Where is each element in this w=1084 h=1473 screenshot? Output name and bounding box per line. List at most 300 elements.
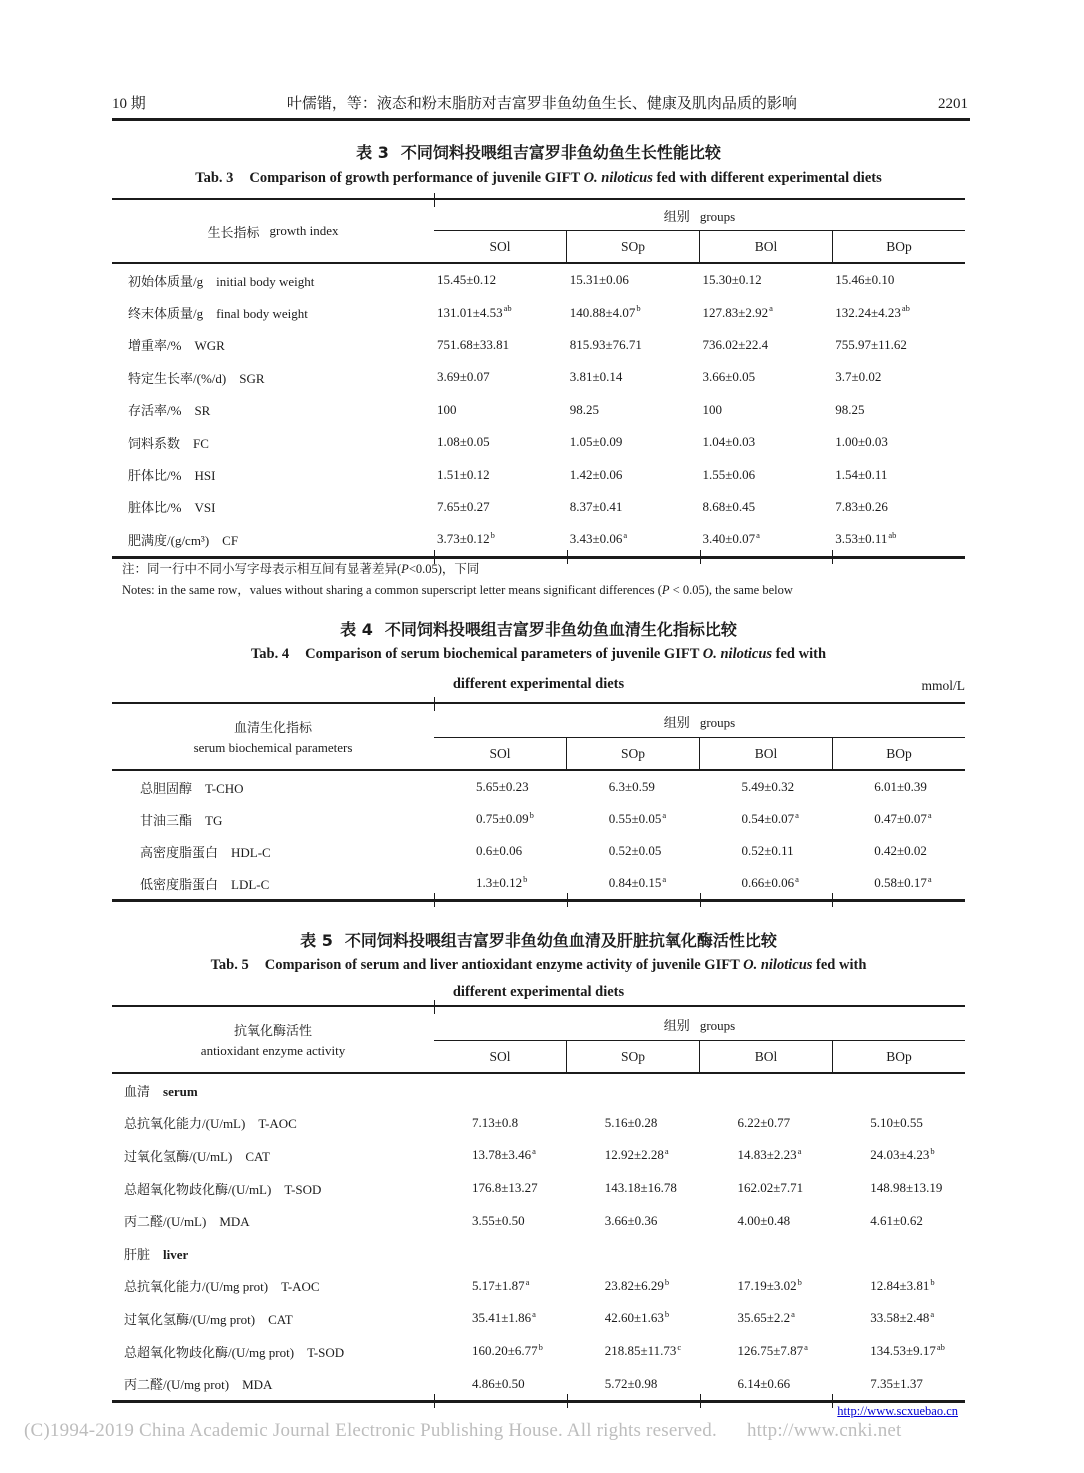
- significance-superscript: b: [930, 1276, 935, 1287]
- value-cell: [699, 337, 832, 353]
- row-label-cn: 丙二醛/(U/mg prot): [124, 1377, 230, 1393]
- value-cell: [434, 1180, 567, 1196]
- value-cell: [699, 272, 832, 288]
- row-label: [112, 271, 434, 290]
- value-text: 1.3±0.12: [476, 875, 523, 890]
- row-label-cn: 高密度脂蛋白: [140, 844, 219, 860]
- value-cell: [567, 305, 700, 321]
- value-text: 140.88±4.07: [569, 304, 636, 320]
- significance-superscript: a: [532, 1146, 536, 1157]
- growth-performance-table: [112, 198, 965, 559]
- value-text: 24.03±4.23: [870, 1147, 930, 1163]
- value-cell: [434, 1278, 567, 1294]
- value-text: 98.25: [835, 401, 865, 417]
- value-text: 162.02±7.71: [737, 1180, 804, 1196]
- row-label: [112, 1146, 434, 1165]
- value-text: 1.08±0.05: [437, 434, 490, 450]
- row-label-en: T-AOC: [281, 1279, 320, 1295]
- value-text: 15.30±0.12: [702, 272, 762, 288]
- row-label-en: VSI: [194, 500, 216, 516]
- value-text: 132.24±4.23: [835, 304, 901, 320]
- value-text: 0.55±0.05: [608, 811, 662, 826]
- group-columns: [434, 738, 965, 769]
- value-cell: [832, 1180, 965, 1196]
- value-cell: [832, 369, 965, 385]
- value-cell: [434, 499, 567, 515]
- table-row: [112, 1172, 965, 1205]
- issue-label: 10 期: [112, 96, 146, 112]
- value-cell: [434, 1310, 567, 1326]
- column-header-sol: SOl: [489, 239, 511, 254]
- value-text: 148.98±13.19: [870, 1180, 943, 1196]
- row-label-en: T-CHO: [205, 780, 244, 796]
- value-text: 42.60±1.63: [604, 1310, 664, 1326]
- groups-header: [434, 200, 965, 262]
- value-cell: [567, 434, 700, 450]
- value-cell: [699, 1147, 832, 1163]
- row-label-en: SGR: [239, 370, 265, 386]
- value-cell: [832, 467, 965, 483]
- value-text: 3.81±0.14: [569, 369, 623, 385]
- value-cell: [699, 369, 832, 385]
- row-label-en: CAT: [245, 1148, 270, 1164]
- value-cell: [699, 1213, 832, 1229]
- value-text: 35.65±2.2: [737, 1310, 791, 1326]
- row-header-label: [112, 704, 434, 769]
- row-label-en: liver: [163, 1246, 189, 1262]
- value-cell: [567, 1310, 700, 1326]
- significance-superscript: ab: [901, 303, 910, 314]
- value-cell: [699, 467, 832, 483]
- column-header-sol: SOl: [489, 1049, 511, 1064]
- value-cell: [832, 434, 965, 450]
- table5-number-en: Tab. 5: [210, 957, 249, 973]
- value-text: 0.42±0.02: [874, 843, 927, 858]
- significance-superscript: a: [797, 1146, 802, 1157]
- row-label-cn: 甘油三酯: [140, 812, 193, 828]
- value-text: 0.66±0.06: [741, 875, 795, 890]
- row-label-en: WGR: [194, 338, 225, 354]
- value-cell: [832, 337, 965, 353]
- value-cell: [832, 1278, 965, 1294]
- header-rule: [112, 118, 970, 121]
- significance-superscript: a: [795, 809, 799, 820]
- value-text: 131.01±4.53: [437, 304, 503, 320]
- journal-url-link[interactable]: http://www.scxuebao.cn: [837, 1404, 958, 1418]
- row-label-cn: 存活率/%: [128, 403, 182, 419]
- value-cell: [832, 875, 965, 891]
- value-text: 1.00±0.03: [835, 434, 888, 450]
- value-cell: [699, 1376, 832, 1392]
- table-row: [112, 394, 965, 426]
- value-text: 4.00±0.48: [737, 1212, 791, 1228]
- value-text: 1.42±0.06: [569, 466, 623, 482]
- significance-superscript: a: [927, 873, 932, 884]
- value-text: 100: [437, 401, 457, 417]
- row-label-cn: 初始体质量/g: [128, 273, 204, 289]
- row-label-cn: 总胆固醇: [140, 780, 193, 796]
- value-cell: [832, 1343, 965, 1359]
- significance-superscript: ab: [936, 1341, 945, 1352]
- group-columns: [434, 231, 965, 262]
- significance-superscript: a: [525, 1276, 530, 1287]
- value-text: 751.68±33.81: [437, 336, 510, 352]
- row-label-cn: 过氧化氢酶/(U/mg prot): [124, 1311, 256, 1327]
- table-header: [112, 1007, 965, 1074]
- significance-superscript: a: [662, 873, 667, 884]
- value-cell: [567, 1278, 700, 1294]
- column-header-bol: BOl: [699, 738, 832, 769]
- value-cell: [434, 1376, 567, 1392]
- table4-caption-en: Comparison of serum biochemical parameters of juvenile GIFT: [305, 646, 700, 662]
- row-label: [112, 1081, 965, 1100]
- value-cell: [567, 1115, 700, 1131]
- value-text: 3.55±0.50: [472, 1212, 525, 1228]
- value-text: 1.51±0.12: [437, 466, 490, 482]
- row-label: [112, 1342, 434, 1361]
- header-label-cn: 血清生化指标: [233, 720, 312, 735]
- running-title: 叶儒锴，等：液态和粉末脂肪对吉富罗非鱼幼鱼生长、健康及肌肉品质的影响: [286, 96, 797, 112]
- note-line-cn: [122, 559, 793, 580]
- groups-header: [434, 704, 965, 769]
- value-cell: [832, 531, 965, 547]
- groups-title: [434, 704, 965, 738]
- row-label-en: serum: [163, 1083, 198, 1099]
- value-cell: [434, 434, 567, 450]
- row-label-cn: 增重率/%: [128, 338, 182, 354]
- note-en-text: Notes: in the same row，values without sharing a common superscript letter means significant differences (: [122, 583, 662, 597]
- table-row: [112, 361, 965, 393]
- value-text: 0.6±0.06: [476, 843, 523, 858]
- value-cell: [699, 434, 832, 450]
- value-text: 4.61±0.62: [870, 1212, 923, 1228]
- value-text: 5.49±0.32: [741, 779, 795, 794]
- value-text: 6.3±0.59: [608, 779, 655, 794]
- header-label-cn: 生长指标: [207, 224, 260, 240]
- row-label-cn: 过氧化氢酶/(U/mL): [124, 1148, 233, 1164]
- value-cell: [832, 1147, 965, 1163]
- header-label-en: serum biochemical parameters: [193, 740, 353, 755]
- value-cell: [434, 843, 567, 859]
- table4-title-en-line2: different experimental diets: [452, 676, 625, 692]
- row-label: [112, 1374, 434, 1393]
- value-text: 5.72±0.98: [604, 1375, 658, 1391]
- groups-header: [434, 1007, 965, 1072]
- value-cell: [567, 1213, 700, 1229]
- value-text: 7.35±1.37: [870, 1375, 923, 1391]
- value-text: 6.01±0.39: [874, 779, 927, 794]
- table4-number-en: Tab. 4: [250, 646, 290, 662]
- page-number: 2201: [938, 96, 968, 112]
- value-cell: [832, 499, 965, 515]
- significance-superscript: b: [538, 1341, 543, 1352]
- table5-number-cn: 表 5: [300, 931, 333, 950]
- value-text: 1.54±0.11: [835, 466, 888, 482]
- significance-superscript: b: [664, 1276, 670, 1287]
- value-cell: [567, 467, 700, 483]
- row-label: [112, 303, 434, 322]
- row-label-en: MDA: [219, 1214, 250, 1230]
- value-text: 12.84±3.81: [870, 1277, 930, 1293]
- table5-title-cn: [112, 928, 965, 951]
- value-cell: [832, 1115, 965, 1131]
- table3-title-cn: [112, 140, 965, 163]
- value-text: 143.18±16.78: [604, 1180, 677, 1196]
- row-label-en: HDL-C: [231, 844, 271, 860]
- row-label: [112, 1113, 434, 1132]
- row-label-cn: 肝脏: [124, 1246, 151, 1262]
- significance-superscript: b: [664, 1309, 670, 1320]
- value-cell: [567, 1376, 700, 1392]
- value-cell: [832, 402, 965, 418]
- table-row: [112, 1302, 965, 1335]
- table3-caption-cn: 不同饲料投喂组吉富罗非鱼幼鱼生长性能比较: [400, 143, 721, 162]
- table3-number-en: Tab. 3: [195, 170, 234, 186]
- significance-superscript: b: [636, 303, 641, 314]
- row-label: [112, 1211, 434, 1230]
- species-name: O. niloticus: [583, 170, 653, 186]
- value-cell: [567, 779, 700, 795]
- column-header-sol: SOl: [489, 746, 511, 761]
- significance-superscript: a: [791, 1309, 795, 1320]
- table-row: [112, 1367, 965, 1400]
- significance-superscript: c: [677, 1341, 682, 1352]
- journal-link-row: [112, 1404, 958, 1419]
- table-header: [112, 704, 965, 771]
- table-row: [112, 491, 965, 523]
- table-row: [112, 264, 965, 296]
- table3-caption-en: Comparison of growth performance of juvenile GIFT: [249, 170, 580, 186]
- row-label: [112, 842, 434, 861]
- value-text: 3.66±0.36: [604, 1212, 658, 1228]
- column-header-bop: BOp: [832, 1041, 965, 1072]
- table-body: [112, 1074, 965, 1400]
- value-text: 7.83±0.26: [835, 498, 888, 514]
- table3-title-en: [112, 170, 965, 187]
- value-cell: [434, 305, 567, 321]
- row-label-cn: 血清: [124, 1083, 151, 1099]
- value-text: 3.69±0.07: [437, 369, 490, 385]
- value-text: 8.37±0.41: [569, 498, 623, 514]
- table4-caption-cn: 不同饲料投喂组吉富罗非鱼幼鱼血清生化指标比较: [384, 620, 737, 639]
- value-cell: [832, 779, 965, 795]
- row-label: [112, 530, 434, 549]
- groups-label-cn: 组别: [663, 209, 690, 224]
- table4-title-en: [112, 646, 965, 663]
- groups-label-en: groups: [699, 1018, 736, 1033]
- table-row: [112, 1107, 965, 1140]
- value-cell: [699, 779, 832, 795]
- row-label-en: T-AOC: [258, 1116, 297, 1132]
- value-cell: [567, 811, 700, 827]
- groups-label-en: groups: [699, 715, 736, 730]
- significance-superscript: b: [797, 1276, 802, 1287]
- species-name: O. niloticus: [743, 957, 813, 973]
- value-cell: [567, 272, 700, 288]
- value-text: 3.7±0.02: [835, 369, 882, 385]
- value-text: 3.40±0.07: [702, 531, 756, 547]
- table-row: [112, 458, 965, 490]
- value-text: 23.82±6.29: [604, 1277, 664, 1293]
- row-label: [112, 1244, 965, 1263]
- value-text: 126.75±7.87: [737, 1343, 804, 1359]
- table-row: [112, 1335, 965, 1368]
- table5-title-en: [112, 957, 965, 974]
- value-cell: [567, 843, 700, 859]
- note-cn-p: P: [401, 562, 409, 576]
- value-cell: [434, 779, 567, 795]
- note-line-en: [122, 580, 793, 601]
- value-text: 1.04±0.03: [702, 434, 756, 450]
- section-row: [112, 1237, 965, 1270]
- column-header-sop: SOp: [566, 231, 699, 262]
- table-row: [112, 835, 965, 867]
- table-row: [112, 1270, 965, 1303]
- table3-caption-en-tail: fed with different experimental diets: [656, 170, 882, 186]
- value-text: 815.93±76.71: [569, 336, 642, 352]
- value-cell: [434, 811, 567, 827]
- value-cell: [832, 1376, 965, 1392]
- row-label-en: CAT: [268, 1311, 293, 1327]
- row-label-en: MDA: [242, 1377, 273, 1393]
- groups-label-en: groups: [699, 209, 736, 224]
- table-row: [112, 1204, 965, 1237]
- row-label-en: CF: [222, 532, 239, 548]
- row-label: [112, 1309, 434, 1328]
- table5-title-en-line2: different experimental diets: [452, 984, 625, 1000]
- value-text: 0.75±0.09: [476, 811, 529, 826]
- value-text: 0.47±0.07: [874, 811, 927, 826]
- value-text: 134.53±9.17: [870, 1343, 936, 1359]
- value-text: 7.13±0.8: [472, 1114, 519, 1130]
- row-label-cn: 肥满度/(g/cm³): [128, 532, 210, 548]
- note-en-tail: < 0.05), the same below: [669, 583, 793, 597]
- row-label-cn: 脏体比/%: [128, 500, 182, 516]
- significance-superscript: a: [623, 529, 628, 540]
- table-row: [112, 771, 965, 803]
- row-label-cn: 总抗氧化能力/(U/mL): [124, 1116, 246, 1132]
- serum-biochemistry-table: [112, 702, 965, 902]
- value-text: 176.8±13.27: [472, 1180, 538, 1196]
- significance-superscript: a: [756, 529, 760, 540]
- value-cell: [434, 272, 567, 288]
- value-text: 5.17±1.87: [472, 1277, 525, 1293]
- row-label: [112, 778, 434, 797]
- value-text: 7.65±0.27: [437, 498, 490, 514]
- value-cell: [832, 811, 965, 827]
- row-label: [112, 810, 434, 829]
- value-cell: [699, 1310, 832, 1326]
- value-cell: [434, 1147, 567, 1163]
- significance-superscript: a: [664, 1146, 669, 1157]
- significance-superscript: a: [532, 1309, 536, 1320]
- table4-title-cn: [112, 617, 965, 640]
- row-label-cn: 饲料系数: [128, 435, 181, 451]
- value-text: 3.53±0.11: [835, 531, 888, 547]
- value-cell: [699, 1115, 832, 1131]
- row-label: [112, 497, 434, 516]
- row-label-en: SR: [194, 403, 211, 419]
- significance-superscript: ab: [888, 529, 897, 540]
- value-text: 3.66±0.05: [702, 369, 756, 385]
- row-label: [112, 400, 434, 419]
- value-text: 1.55±0.06: [702, 466, 756, 482]
- value-cell: [699, 811, 832, 827]
- value-text: 15.45±0.12: [437, 272, 497, 288]
- column-tick: [832, 893, 833, 907]
- value-text: 12.92±2.28: [604, 1147, 664, 1163]
- significance-superscript: ab: [503, 303, 512, 314]
- value-text: 98.25: [569, 401, 599, 417]
- header-label-cn: 抗氧化酶活性: [233, 1023, 312, 1038]
- significance-superscript: b: [523, 873, 528, 884]
- value-cell: [567, 499, 700, 515]
- value-text: 0.54±0.07: [741, 811, 795, 826]
- value-cell: [434, 1213, 567, 1229]
- value-text: 1.05±0.09: [569, 434, 623, 450]
- row-label: [112, 368, 434, 387]
- value-text: 13.78±3.46: [472, 1147, 532, 1163]
- value-cell: [434, 467, 567, 483]
- significance-superscript: b: [930, 1146, 935, 1157]
- row-label-en: final body weight: [216, 306, 308, 322]
- value-cell: [567, 875, 700, 891]
- row-label-cn: 丙二醛/(U/mL): [124, 1214, 207, 1230]
- value-cell: [832, 272, 965, 288]
- table-row: [112, 1139, 965, 1172]
- value-text: 127.83±2.92: [702, 304, 769, 320]
- table-row: [112, 803, 965, 835]
- significance-superscript: a: [662, 809, 667, 820]
- row-label-cn: 低密度脂蛋白: [140, 876, 219, 892]
- row-label: [112, 335, 434, 354]
- value-cell: [699, 843, 832, 859]
- column-header-bop: BOp: [832, 231, 965, 262]
- value-text: 3.43±0.06: [569, 531, 623, 547]
- table4-caption-en-tail: fed with: [775, 646, 827, 662]
- value-cell: [832, 305, 965, 321]
- value-cell: [567, 369, 700, 385]
- row-label: [112, 1179, 434, 1198]
- note-cn-text: 注：同一行中不同小写字母表示相互间有显著差异(: [122, 562, 402, 576]
- value-text: 15.46±0.10: [835, 272, 895, 288]
- value-text: 6.14±0.66: [737, 1375, 791, 1391]
- groups-title: [434, 1007, 965, 1041]
- value-text: 15.31±0.06: [569, 272, 629, 288]
- row-label-en: T-SOD: [284, 1181, 322, 1197]
- unit-label: mmol/L: [921, 678, 965, 693]
- value-cell: [567, 531, 700, 547]
- value-text: 14.83±2.23: [737, 1147, 797, 1163]
- table5-caption-en-tail: fed with: [816, 957, 867, 973]
- significance-superscript: b: [490, 529, 495, 540]
- table-body: [112, 771, 965, 899]
- column-tick: [567, 893, 568, 907]
- section-row: [112, 1074, 965, 1107]
- note-en-p: P: [661, 583, 670, 597]
- row-label-en: initial body weight: [216, 273, 315, 289]
- value-cell: [699, 1343, 832, 1359]
- table-header: [112, 200, 965, 264]
- row-label-en: T-SOD: [307, 1344, 345, 1360]
- significance-superscript: b: [529, 809, 534, 820]
- row-label-cn: 终末体质量/g: [128, 306, 204, 322]
- table4-number-cn: 表 4: [340, 620, 373, 639]
- significance-superscript: a: [769, 303, 773, 314]
- value-cell: [699, 1180, 832, 1196]
- table-row: [112, 867, 965, 899]
- value-cell: [567, 1343, 700, 1359]
